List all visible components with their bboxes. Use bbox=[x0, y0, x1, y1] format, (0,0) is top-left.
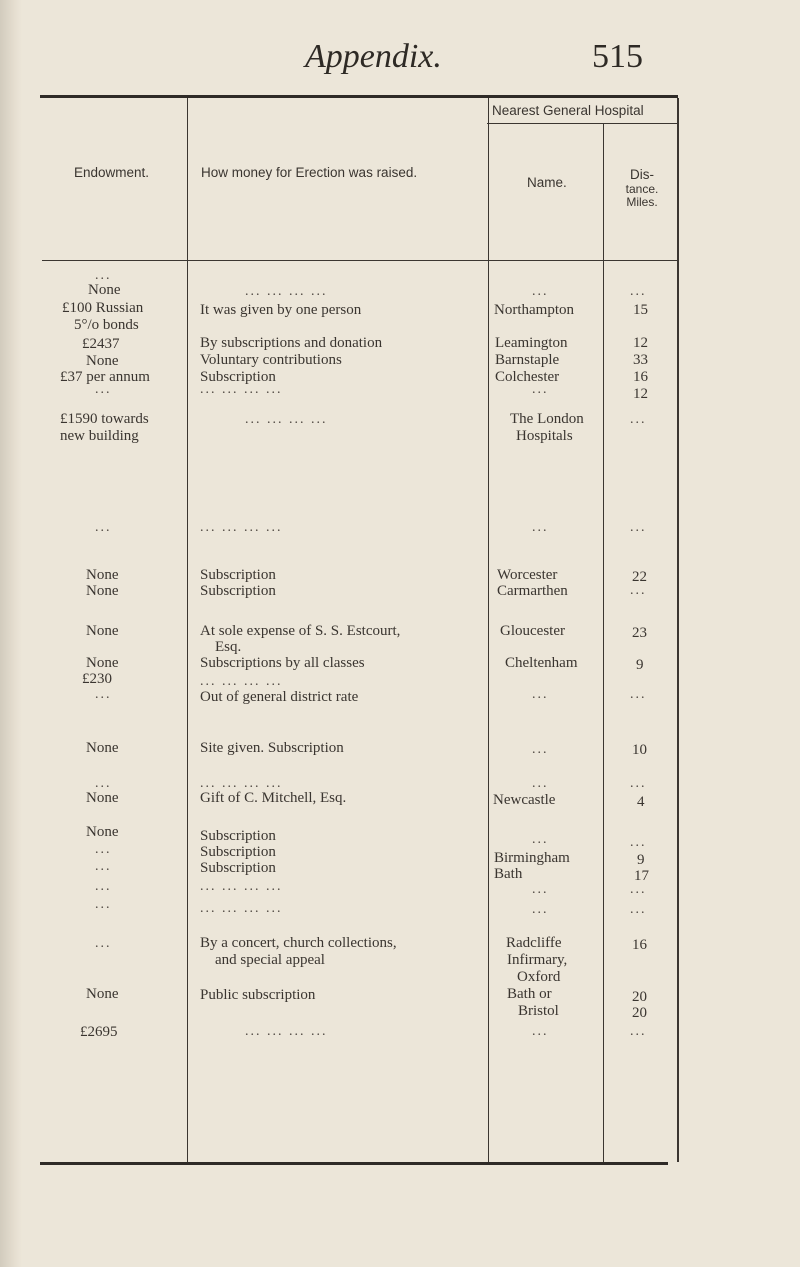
ellipsis: ... bbox=[95, 859, 112, 874]
hospital-name-cell-line3: Oxford bbox=[517, 969, 561, 985]
distance-cell: 12 bbox=[633, 335, 648, 351]
hospital-name-cell-line2: Bristol bbox=[518, 1003, 559, 1019]
ellipsis: ... bbox=[630, 284, 647, 299]
ellipsis: ... bbox=[532, 284, 549, 299]
header-endowment: Endowment. bbox=[74, 165, 150, 180]
ellipsis: ... ... ... ... bbox=[200, 776, 283, 791]
header-how-raised: How money for Erection was raised. bbox=[201, 165, 418, 180]
ellipsis: ... bbox=[95, 897, 112, 912]
how-raised-cell: By a concert, church collections, bbox=[200, 935, 397, 951]
how-raised-cell: Site given. Subscription bbox=[200, 740, 344, 756]
endowment-cell: £230 bbox=[82, 671, 112, 687]
endowment-cell: £100 Russian bbox=[62, 300, 144, 316]
endowment-cell: None bbox=[86, 986, 119, 1002]
ellipsis: ... bbox=[630, 687, 647, 702]
column-divider-4 bbox=[677, 98, 679, 1162]
how-raised-cell: By subscriptions and donation bbox=[200, 335, 383, 351]
column-divider-1 bbox=[187, 98, 188, 1162]
how-raised-cell: It was given by one person bbox=[200, 302, 362, 318]
hospital-name-cell: Radcliffe bbox=[506, 935, 562, 951]
endowment-cell: None bbox=[86, 824, 119, 840]
ellipsis: ... bbox=[95, 936, 112, 951]
endowment-cell: £2437 bbox=[82, 336, 120, 352]
distance-cell: 16 bbox=[632, 937, 647, 953]
ellipsis: ... bbox=[630, 520, 647, 535]
hospital-name-cell: Northampton bbox=[494, 302, 574, 318]
ellipsis: ... ... ... ... bbox=[200, 674, 283, 689]
endowment-cell: None bbox=[86, 740, 119, 756]
ellipsis: ... bbox=[95, 842, 112, 857]
table-top-rule bbox=[40, 95, 678, 98]
distance-cell: 9 bbox=[637, 852, 645, 868]
endowment-cell: None bbox=[86, 655, 119, 671]
hospital-name-cell: Newcastle bbox=[493, 792, 556, 808]
how-raised-cell: Out of general district rate bbox=[200, 689, 359, 705]
ellipsis: ... bbox=[630, 1024, 647, 1039]
hospital-name-cell: Bath bbox=[494, 866, 523, 882]
hospital-name-cell: Leamington bbox=[495, 335, 568, 351]
how-raised-cell: At sole expense of S. S. Estcourt, bbox=[200, 623, 401, 639]
header-distance-line3: Miles. bbox=[626, 195, 658, 210]
page-binding-shadow bbox=[0, 0, 22, 1267]
how-raised-cell-line2: Esq. bbox=[215, 639, 242, 655]
endowment-cell: None bbox=[88, 282, 121, 298]
ellipsis: ... bbox=[630, 776, 647, 791]
ellipsis: ... bbox=[630, 583, 647, 598]
endowment-cell: None bbox=[86, 623, 119, 639]
ellipsis: ... ... ... ... bbox=[200, 901, 283, 916]
distance-cell: 23 bbox=[632, 625, 647, 641]
ellipsis: ... bbox=[95, 776, 112, 791]
hospital-name-cell: The London bbox=[510, 411, 584, 427]
how-raised-cell: Gift of C. Mitchell, Esq. bbox=[200, 790, 347, 806]
how-raised-cell: Subscription bbox=[200, 567, 276, 583]
hospital-name-cell: Barnstaple bbox=[495, 352, 560, 368]
ellipsis: ... ... ... ... bbox=[200, 879, 283, 894]
ellipsis: ... bbox=[95, 687, 112, 702]
distance-cell: 15 bbox=[633, 302, 648, 318]
column-divider-2 bbox=[488, 98, 489, 1162]
column-divider-3 bbox=[603, 123, 604, 1162]
header-nearest-hospital: Nearest General Hospital bbox=[492, 103, 644, 118]
running-title: Appendix. bbox=[305, 38, 442, 75]
ellipsis: ... ... ... ... bbox=[245, 1024, 328, 1039]
table-bottom-rule bbox=[40, 1162, 668, 1165]
endowment-cell: None bbox=[86, 790, 119, 806]
how-raised-cell: Voluntary contributions bbox=[200, 352, 342, 368]
ellipsis: ... bbox=[532, 902, 549, 917]
distance-cell: 33 bbox=[633, 352, 648, 368]
how-raised-cell: Public subscription bbox=[200, 987, 316, 1003]
ellipsis: ... ... ... ... bbox=[200, 520, 283, 535]
hospital-name-cell: Carmarthen bbox=[497, 583, 568, 599]
ellipsis: ... bbox=[95, 382, 112, 397]
endowment-cell: £1590 towards bbox=[60, 411, 149, 427]
endowment-cell: None bbox=[86, 567, 119, 583]
distance-cell: 10 bbox=[632, 742, 647, 758]
ellipsis: ... bbox=[630, 412, 647, 427]
endowment-cell: None bbox=[86, 353, 119, 369]
distance-cell: 12 bbox=[633, 386, 648, 402]
hospital-name-cell-line2: Hospitals bbox=[516, 428, 573, 444]
distance-cell: 20 bbox=[632, 989, 647, 1005]
ellipsis: ... bbox=[532, 687, 549, 702]
ellipsis: ... bbox=[532, 382, 549, 397]
header-name: Name. bbox=[527, 175, 567, 190]
how-raised-cell: Subscription bbox=[200, 828, 276, 844]
distance-cell: 9 bbox=[636, 657, 644, 673]
how-raised-cell: Subscription bbox=[200, 583, 276, 599]
header-distance bbox=[612, 167, 672, 210]
distance-cell: 17 bbox=[634, 868, 649, 884]
hospital-name-cell: Cheltenham bbox=[505, 655, 578, 671]
ellipsis: ... bbox=[630, 835, 647, 850]
ellipsis: ... bbox=[532, 832, 549, 847]
endowment-cell: £37 per annum bbox=[60, 369, 150, 385]
hospital-name-cell-line2: Infirmary, bbox=[507, 952, 568, 968]
distance-cell: 16 bbox=[633, 369, 648, 385]
ellipsis: ... bbox=[630, 902, 647, 917]
ellipsis: ... bbox=[532, 742, 549, 757]
ellipsis: ... bbox=[95, 879, 112, 894]
ellipsis: ... bbox=[95, 520, 112, 535]
ellipsis: ... bbox=[532, 1024, 549, 1039]
hospital-group-rule bbox=[487, 123, 677, 124]
endowment-cell-line2: new building bbox=[60, 428, 139, 444]
ellipsis: ... bbox=[95, 268, 112, 283]
hospital-name-cell: Bath or bbox=[507, 986, 552, 1002]
ellipsis: ... bbox=[532, 882, 549, 897]
endowment-cell: None bbox=[86, 583, 119, 599]
distance-cell: 22 bbox=[632, 569, 647, 585]
page-number: 515 bbox=[592, 38, 643, 75]
distance-cell-line2: 20 bbox=[632, 1005, 647, 1021]
hospital-name-cell: Worcester bbox=[497, 567, 558, 583]
ellipsis: ... bbox=[630, 882, 647, 897]
endowment-cell: £2695 bbox=[80, 1024, 118, 1040]
header-distance-line1: Dis- bbox=[630, 167, 654, 182]
header-bottom-rule bbox=[42, 260, 678, 261]
how-raised-cell-line2: and special appeal bbox=[215, 952, 325, 968]
how-raised-cell: Subscription bbox=[200, 369, 276, 385]
ellipsis: ... ... ... ... bbox=[200, 382, 283, 397]
distance-cell: 4 bbox=[637, 794, 645, 810]
how-raised-cell: Subscriptions by all classes bbox=[200, 655, 365, 671]
how-raised-cell: Subscription bbox=[200, 860, 276, 876]
ellipsis: ... bbox=[532, 776, 549, 791]
hospital-name-cell: Colchester bbox=[495, 369, 560, 385]
how-raised-cell: Subscription bbox=[200, 844, 276, 860]
ellipsis: ... bbox=[532, 520, 549, 535]
header-distance-line2: tance. bbox=[625, 181, 659, 196]
hospital-name-cell: Birmingham bbox=[494, 850, 570, 866]
ellipsis: ... ... ... ... bbox=[245, 284, 328, 299]
endowment-cell-line2: 5°/o bonds bbox=[74, 317, 139, 333]
ellipsis: ... ... ... ... bbox=[245, 412, 328, 427]
hospital-name-cell: Gloucester bbox=[500, 623, 565, 639]
